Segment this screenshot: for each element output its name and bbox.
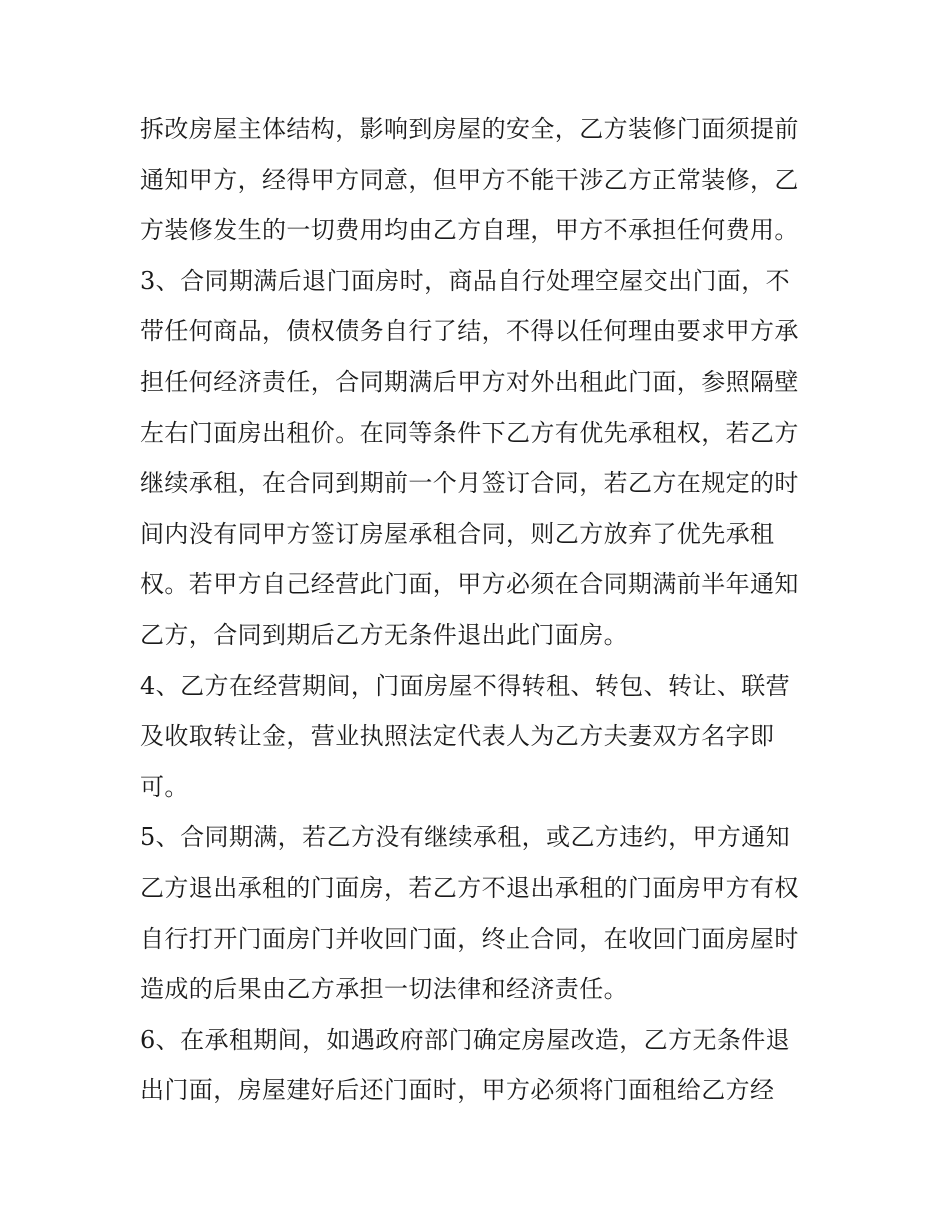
text-line: 间内没有同甲方签订房屋承租合同，则乙方放弃了优先承租 [140,519,775,548]
clause-4-line: 4、乙方在经营期间，门面房屋不得转租、转包、转让、联营 [140,671,791,700]
text-line: 方装修发生的一切费用均由乙方自理，甲方不承担任何费用。 [140,216,799,245]
text-line: 自行打开门面房门并收回门面，终止合同，在收回门面房屋时 [140,924,799,953]
text-line: 通知甲方，经得甲方同意，但甲方不能干涉乙方正常装修，乙 [140,165,799,194]
text-line: 拆改房屋主体结构，影响到房屋的安全，乙方装修门面须提前 [140,115,799,143]
text-line: 乙方，合同到期后乙方无条件退出此门面房。 [140,620,628,649]
text-line: 左右门面房出租价。在同等条件下乙方有优先承租权，若乙方 [140,418,799,447]
contract-body-text [140,104,820,1116]
text-line: 乙方退出承租的门面房，若乙方不退出承租的门面房甲方有权 [140,873,799,902]
text-line: 出门面，房屋建好后还门面时，甲方必须将门面租给乙方经 [140,1076,775,1105]
text-line: 权。若甲方自己经营此门面，甲方必须在合同期满前半年通知 [140,570,799,599]
text-line: 带任何商品，债权债务自行了结，不得以任何理由要求甲方承 [140,317,799,346]
text-line: 可。 [140,772,189,801]
clause-5-line: 5、合同期满，若乙方没有继续承租，或乙方违约，甲方通知 [140,823,791,852]
text-line: 造成的后果由乙方承担一切法律和经济责任。 [140,975,628,1004]
text-line: 担任何经济责任，合同期满后甲方对外出租此门面，参照隔壁 [140,367,799,396]
text-line: 及收取转让金，营业执照法定代表人为乙方夫妻双方名字即 [140,722,775,751]
clause-3-line: 3、合同期满后退门面房时，商品自行处理空屋交出门面，不 [140,266,791,295]
text-line: 继续承租，在合同到期前一个月签订合同，若乙方在规定的时 [140,469,799,498]
clause-6-line: 6、在承租期间，如遇政府部门确定房屋改造，乙方无条件退 [140,1025,791,1054]
